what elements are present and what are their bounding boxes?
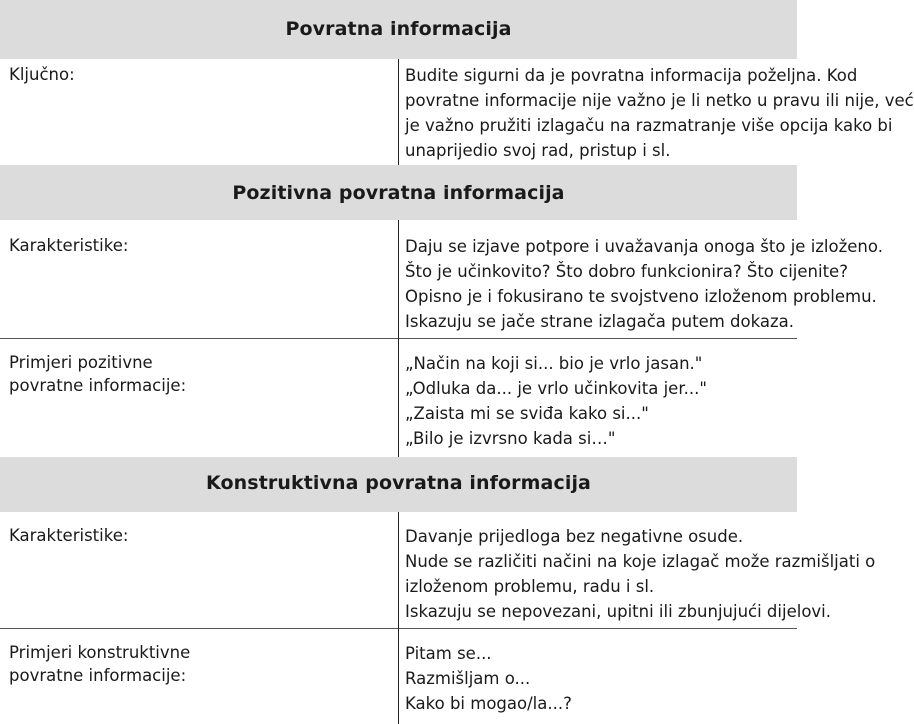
row-content: [399, 220, 883, 338]
content-line: je važno pružiti izlagaču na razmatranje više opcija kako bi: [405, 116, 893, 135]
row-label-line: povratne informacije:: [9, 665, 187, 685]
table-row: [0, 59, 797, 165]
row-label: [0, 512, 399, 628]
row-content: [399, 59, 914, 165]
content-line: Budite sigurni da je povratna informacija poželjna. Kod: [405, 66, 858, 85]
row-label: [0, 338, 399, 457]
table-row: [0, 220, 797, 338]
section-header: [0, 0, 797, 59]
row-content: [399, 338, 798, 457]
row-label: [0, 628, 399, 724]
row-label-line: Primjeri konstruktivne: [9, 642, 191, 662]
content-line: Kako bi mogao/la...?: [405, 693, 572, 713]
content-line: „Način na koji si... bio je vrlo jasan.": [405, 353, 703, 373]
content-line: Daju se izjave potpore i uvažavanja onoga što je izloženo.: [405, 237, 883, 256]
table-row: [0, 338, 797, 457]
row-content: [399, 628, 798, 724]
content-line: Što je učinkovito? Što dobro funkcionira? Što cijenite?: [405, 262, 848, 281]
row-label-line: povratne informacije:: [9, 375, 187, 395]
section-title: Pozitivna povratna informacija: [0, 165, 797, 220]
row-label: [0, 220, 399, 338]
section-title: Povratna informacija: [0, 0, 797, 59]
content-line: Iskazuju se jače strane izlagača putem dokaza.: [405, 312, 794, 331]
content-line: unaprijedio svoj rad, pristup i sl.: [405, 141, 671, 160]
content-line: Nude se različiti načini na koje izlagač može razmišljati o: [405, 552, 876, 571]
section-title: Konstruktivna povratna informacija: [0, 457, 797, 512]
content-line: „Zaista mi se sviđa kako si...": [405, 403, 649, 423]
row-content: [399, 512, 876, 628]
section-header: [0, 457, 797, 512]
table-row: [0, 628, 797, 724]
row-label: [0, 59, 399, 165]
section-header: [0, 165, 797, 220]
content-line: Pitam se...: [405, 643, 492, 663]
content-line: Opisno je i fokusirano te svojstveno izloženom problemu.: [405, 287, 877, 306]
content-line: izloženom problemu, radu i sl.: [405, 577, 655, 596]
row-label-line: Karakteristike:: [9, 236, 129, 255]
table-row: [0, 512, 797, 628]
row-label-line: Karakteristike:: [9, 526, 129, 545]
content-line: Iskazuju se nepovezani, upitni ili zbunjujući dijelovi.: [405, 602, 832, 621]
content-line: „Odluka da... je vrlo učinkovita jer...": [405, 378, 707, 398]
content-line: povratne informacije nije važno je li netko u pravu ili nije, već: [405, 91, 914, 110]
content-line: Razmišljam o...: [405, 668, 531, 688]
row-label-line: Ključno:: [9, 65, 75, 84]
content-line: „Bilo je izvrsno kada si…": [405, 428, 616, 448]
row-label-line: Primjeri pozitivne: [9, 352, 153, 372]
content-line: Davanje prijedloga bez negativne osude.: [405, 527, 744, 546]
